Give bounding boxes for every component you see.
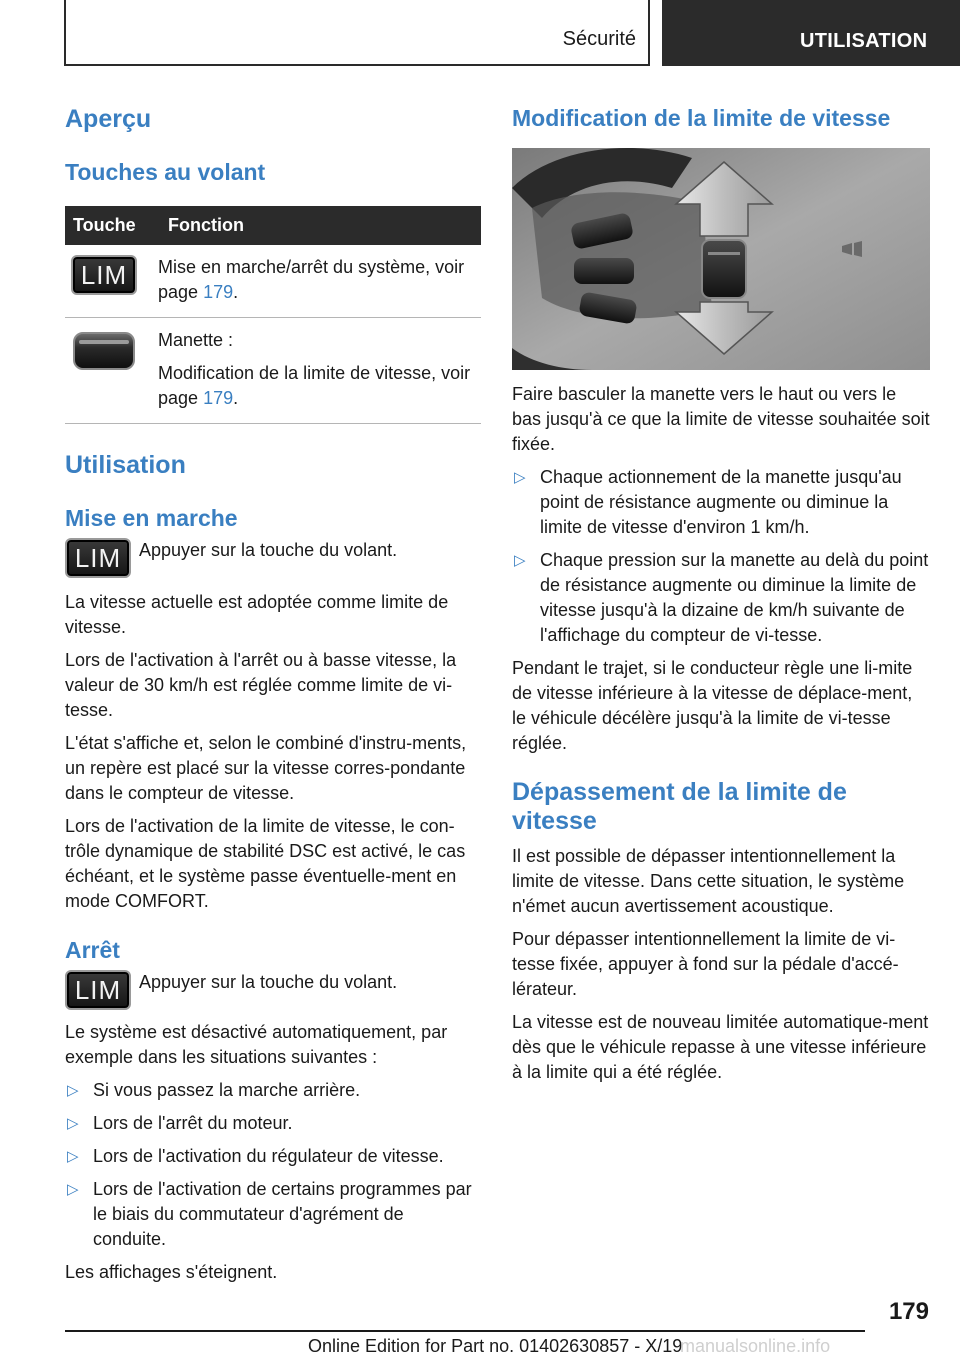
row-text: Modification de la limite de vitesse, voir page 179. xyxy=(158,363,471,408)
left-column xyxy=(65,96,481,1285)
footer-edition: Online Edition for Part no. 01402630857 - X/19 xyxy=(308,1336,683,1356)
rocker-switch-icon xyxy=(71,328,137,374)
list-item xyxy=(512,465,930,540)
table-cell-icon xyxy=(65,318,158,424)
row-description: Modification de la limite de vitesse, voir page xyxy=(158,363,471,408)
list-item-text: Lors de l'arrêt du moteur. xyxy=(93,1113,293,1133)
lim-button-icon: LIM xyxy=(65,970,131,1010)
heading-apercu: Aperçu xyxy=(65,105,152,133)
triangle-bullet-icon: ▷ xyxy=(67,1082,79,1099)
triangle-bullet-icon: ▷ xyxy=(514,552,526,569)
paragraph: Faire basculer la manette vers le haut ou vers le bas jusqu'à ce que la limite de vitesse souhaitée soit fixée. xyxy=(512,384,930,454)
arret-instruction xyxy=(65,970,481,1010)
right-column xyxy=(512,96,930,1085)
table-header-row xyxy=(65,206,481,245)
list-item-text: Chaque actionnement de la manette jusqu'au point de résistance augmente ou diminue la limite de vitesse d'environ 1 km/h. xyxy=(540,467,902,537)
table-row xyxy=(65,318,481,424)
table-header-touche: Touche xyxy=(65,206,158,245)
footer-divider xyxy=(65,1330,865,1332)
paragraph: La vitesse actuelle est adoptée comme limite de vitesse. xyxy=(65,592,449,637)
list-item xyxy=(65,1144,481,1169)
bullet-list xyxy=(512,465,930,648)
watermark: manualsonline.info xyxy=(680,1336,831,1356)
table-row xyxy=(65,245,481,318)
row-description: Mise en marche/arrêt du système, voir page xyxy=(158,257,465,302)
paragraph: Il est possible de dépasser intentionnellement la limite de vitesse. Dans cette situation, le système n'émet aucun avertissement acoustique. xyxy=(512,846,905,916)
page-number: 179 xyxy=(888,1298,929,1325)
header-section-title: Sécurité xyxy=(562,28,636,50)
keys-table xyxy=(65,206,481,424)
table-header-fonction: Fonction xyxy=(158,206,481,245)
table-cell-function xyxy=(158,318,481,424)
steering-wheel-rocker-illustration xyxy=(512,148,930,370)
row-label: Manette : xyxy=(158,330,234,350)
instruction-text: Appuyer sur la touche du volant. xyxy=(139,540,398,560)
steering-wheel-photo xyxy=(512,148,930,370)
list-item xyxy=(512,548,930,648)
header-section-box xyxy=(64,0,650,66)
table-cell-function xyxy=(158,245,481,318)
heading-utilisation: Utilisation xyxy=(65,451,186,479)
heading-arret: Arrêt xyxy=(65,937,120,963)
paragraph: L'état s'affiche et, selon le combiné d'instru-ments, un repère est placé sur la vitesse corres-pondante dans le compteur de vitesse. xyxy=(65,733,467,803)
bullet-list xyxy=(65,1078,481,1252)
page-link[interactable]: 179 xyxy=(203,282,234,302)
paragraph: Pour dépasser intentionnellement la limite de vi-tesse fixée, appuyer à fond sur la pédale d'accé-lérateur. xyxy=(512,929,899,999)
mise-en-marche-instruction xyxy=(65,538,481,578)
list-item xyxy=(65,1078,481,1103)
list-item-text: Lors de l'activation du régulateur de vitesse. xyxy=(93,1146,444,1166)
paragraph: Pendant le trajet, si le conducteur règle une li-mite de vitesse inférieure à la vitesse de déplace-ment, le véhicule décélère jusqu'à la limite de vi-tesse réglée. xyxy=(512,658,913,753)
row-text: Mise en marche/arrêt du système, voir page 179. xyxy=(158,257,465,302)
list-item xyxy=(65,1111,481,1136)
heading-depassement-limite: Dépassement de la limite de vitesse xyxy=(512,778,847,835)
paragraph: Le système est désactivé automatiquement, par exemple dans les situations suivantes : xyxy=(65,1022,448,1067)
heading-mise-en-marche: Mise en marche xyxy=(65,505,238,531)
list-item-text: Lors de l'activation de certains programmes par le biais du commutateur d'agrément de conduite. xyxy=(93,1179,472,1249)
triangle-bullet-icon: ▷ xyxy=(514,469,526,486)
page-header xyxy=(0,0,960,66)
paragraph: Les affichages s'éteignent. xyxy=(65,1262,278,1282)
list-item xyxy=(65,1177,481,1252)
heading-modification-limite: Modification de la limite de vitesse xyxy=(512,105,891,131)
instruction-text: Appuyer sur la touche du volant. xyxy=(139,972,398,992)
page-link[interactable]: 179 xyxy=(203,388,234,408)
triangle-bullet-icon: ▷ xyxy=(67,1148,79,1165)
table-cell-icon xyxy=(65,245,158,318)
paragraph: La vitesse est de nouveau limitée automatique-ment dès que le véhicule repasse à une vitesse inférieure à la limite qui a été réglée. xyxy=(512,1012,929,1082)
triangle-bullet-icon: ▷ xyxy=(67,1115,79,1132)
triangle-bullet-icon: ▷ xyxy=(67,1181,79,1198)
list-item-text: Si vous passez la marche arrière. xyxy=(93,1080,361,1100)
lim-button-icon: LIM xyxy=(71,255,137,295)
list-item-text: Chaque pression sur la manette au delà du point de résistance augmente ou diminue la limite de vitesse jusqu'à la dizaine de km/h suivante de l'affichage du compteur de vi-tesse. xyxy=(540,550,929,645)
header-chapter-tab: UTILISATION xyxy=(662,0,960,66)
heading-touches-volant: Touches au volant xyxy=(65,159,266,185)
lim-button-icon: LIM xyxy=(65,538,131,578)
paragraph: Lors de l'activation à l'arrêt ou à basse vitesse, la valeur de 30 km/h est réglée comme limite de vi-tesse. xyxy=(65,650,457,720)
paragraph: Lors de l'activation de la limite de vitesse, le con-trôle dynamique de stabilité DSC est activé, le cas échéant, et le système passe éventuelle-ment en mode COMFORT. xyxy=(65,816,466,911)
